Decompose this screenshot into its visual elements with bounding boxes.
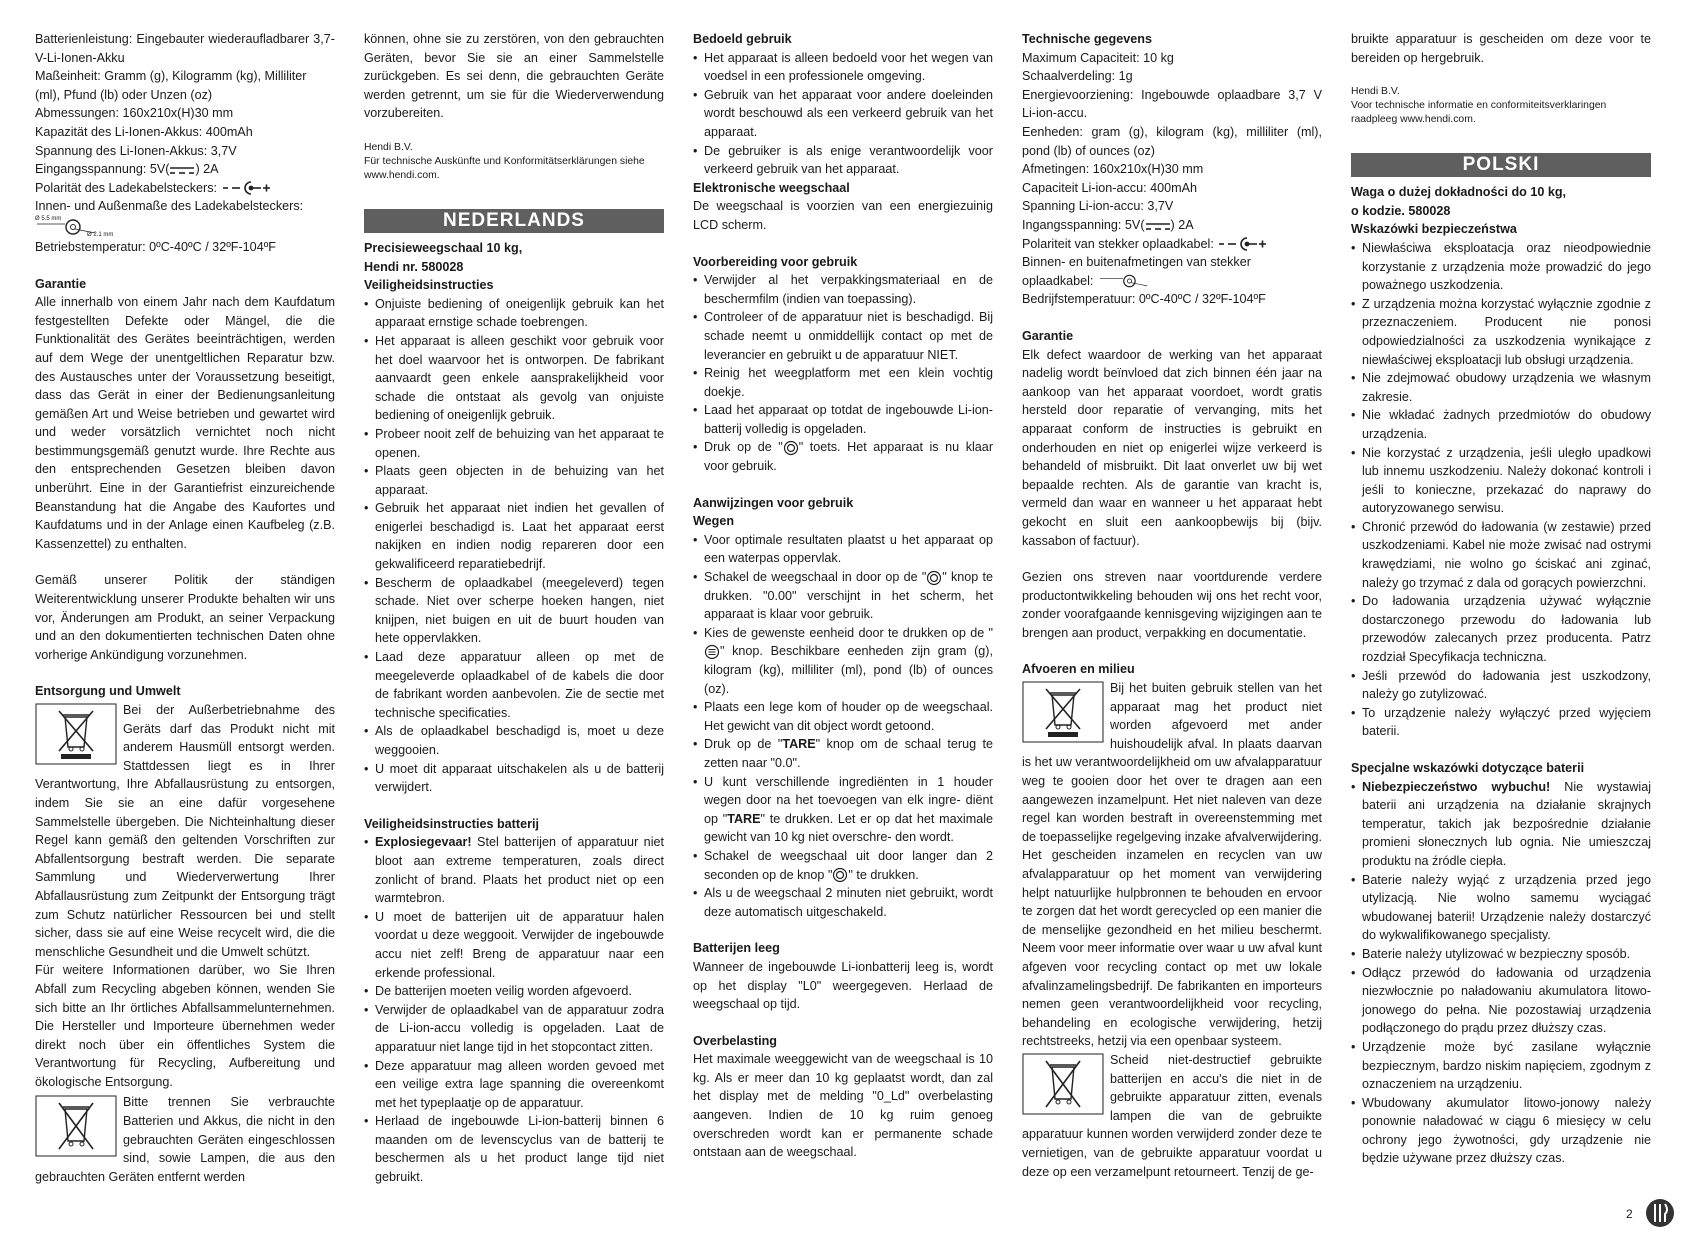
preparation-list [693,271,993,476]
column-dutch-b [693,30,993,1162]
list-item: • Probeer nooit zelf de behuizing van het apparaat te openen. [364,425,664,462]
list-item: • Gebruik het apparaat niet indien het gevallen of enigerlei beschadigd is. Laat het apparaat eerst nakijken en indien nodig repareren door een gekwalificeerd reparatiebedrijf. [364,499,664,573]
battery-list [1351,778,1651,1168]
weee-box [1022,679,1322,1051]
list-item: • Z urządzenia można korzystać wyłącznie zgodnie z przeznaczeniem. Producent nie ponosi odpowiedzialności za uszkodzenia wynikające z niewłaściwej eksploatacji lub obsługi urządzenia. [1351,295,1651,369]
weee-box [35,1093,335,1186]
dc-symbol-icon [169,165,195,175]
list-item: • Explosiegevaar! Stel batterijen of apparatuur niet bloot aan extreme temperaturen, zoals direct zonlicht of brand. Plaats het product niet op een warmtebron. [364,833,664,907]
plug-dims-line: Innen- und Außenmaße des Ladekabelsteckers: [35,199,304,214]
spec-line: Spannung des Li-Ionen-Akkus: 3,7V [35,143,237,158]
list-item: • Gebruik van het apparaat voor andere doeleinden wordt beschouwd als een verkeerd gebruik van het apparaat. [693,86,993,142]
power-button-icon [783,440,799,456]
list-item: • Baterie należy wyjąć z urządzenia przed jego utylizacją. Nie wolno samemu wyciągać wbudowanej baterii! Urządzenie należy dostarczyć do wykwalifikowanego specjalisty. [1351,871,1651,945]
list-item: • Niebezpieczeństwo wybuchu! Nie wystawiaj baterii ani urządzenia na działanie skrajnych temperatur, takich jak bezpośrednie działanie promieni słonecznych lub ognia. Nie umieszczaj produktu na źródle ciepła. [1351,778,1651,871]
power-button-icon [832,867,848,883]
section-heading: Elektronische weegschaal [693,180,850,195]
plug-diagram [35,216,335,238]
weighing-list [693,531,993,921]
polarity-icon [1217,237,1267,251]
paragraph: Für weitere Informationen darüber, wo Sie Ihren Abfall zum Recycling abgeben können, wenden Sie sich bitte an Ihr örtliches Abfallsammelunternehmen. Die Hersteller und Importeure übernehmen weder direkt noch über ein öffentliches System die Verantwortung für Recycling, Aufbereitung und ökologische Entsorgung. [35,963,335,1089]
section-heading: Aanwijzingen voor gebruik [693,495,854,510]
section-heading: Batterijen leeg [693,941,780,956]
list-item: • Als u de weegschaal 2 minuten niet gebruikt, wordt deze automatisch uitgeschakeld. [693,884,993,921]
list-item: • Laad het apparaat op totdat de ingebouwde Li-ion-batterij volledig is opgeladen. [693,401,993,438]
list-item: • U moet de batterijen uit de apparatuur halen voordat u deze weggooit. Verwijder de ingebouwde accu niet zelf! Breng de apparatuur naar een erkende professional. [364,908,664,982]
product-number: o kodzie. 580028 [1351,203,1451,218]
weee-battery-icon [35,1095,117,1157]
hendi-logo-icon [1645,1198,1675,1228]
plug-inner-label: Ø 2.1 mm [87,231,114,238]
paragraph: können, ohne sie zu zerstören, von den gebrauchten Geräten, bevor Sie sie an einer Sammelstelle zurückgeben. Es sei denn, die gebrauchten Geräte werden getrennt, um sie für die Wiederverwendung vorzubereiten. [364,32,664,121]
list-item: • Chronić przewód do ładowania (w zestawie) przed uszkodzeniami. Kabel nie może zwisać nad ostrymi krawędziami, nie wolno go ściskać ani zginać, należy go trzymać z dala od gorących powierzchni. [1351,518,1651,592]
polarity-line: Polariteit van stekker oplaadkabel: [1022,235,1322,254]
list-item: • Herlaad de ingebouwde Li-ion-batterij binnen 6 maanden om de levenscyclus van de batterij te beschermen als u het product lange tijd niet gebruikt. [364,1112,664,1186]
list-item: • Nie korzystać z urządzenia, jeśli uległo upadkowi lub innemu uszkodzeniu. Należy dokonać kontroli i jeśli to konieczne, przekazać do naprawy do autoryzowanego serwisu. [1351,444,1651,518]
plug-icon [1097,272,1157,290]
paragraph: Wanneer de ingebouwde Li-ionbatterij leeg is, wordt op het display "L0" weergegeven. Herlaad de weegschaal op tijd. [693,959,993,1012]
section-heading: Garantie [35,276,87,291]
product-title: Precisieweegschaal 10 kg, [364,240,523,255]
list-item: • Verwijder al het verpakkingsmateriaal en de beschermfilm (indien van toepassing). [693,271,993,308]
list-item: • Baterie należy utylizować w bezpieczny sposób. [1351,945,1651,964]
list-item: • Urządzenie może być zasilane wyłącznie bezpiecznym, bardzo niskim napięciem, zgodnym z oznaczeniem na urządzeniu. [1351,1038,1651,1094]
list-item: • U kunt verschillende ingrediënten in 1 houder wegen door na het toevoegen van elk ingre- diënt op "TARE" te drukken. Let er op dat het maximale gewicht van 10 kg niet overschre- den wordt. [693,773,993,847]
spec-line: Schaalverdeling: 1g [1022,69,1133,84]
paragraph: Elk defect waardoor de werking van het apparaat nadelig wordt beïnvloed dat zich binnen één jaar na aankoop van het apparaat voordoet, wordt gratis hersteld door reparatie of vervanging, mits het apparaat conform de instructies is gebruikt en onderhouden en niet op enigerlei wijze verkeerd is behandeld of misbruikt. Dit laat onverlet uw bij wet bepaalde rechten. Als de garantie van kracht is, vermeld dan waar en wanneer u het apparaat hebt gekocht en sluit een aankoopbewijs bij (bijv. kassabon of factuur). [1022,347,1322,548]
spec-line: Maßeinheit: Gramm (g), Kilogramm (kg), Milliliter (ml), Pfund (lb) oder Unzen (oz) [35,69,307,102]
list-item: • Plaats geen objecten in de behuizing van het apparaat. [364,462,664,499]
spec-line: Abmessungen: 160x210x(H)30 mm [35,106,234,121]
safety-list [364,295,664,797]
list-item: • Kies de gewenste eenheid door te drukken op de "" knop. Beschikbare eenheden zijn gram (g), kilogram (kg), milliliter (ml), pond (lb) of ounces (oz). [693,624,993,698]
list-item: • Niewłaściwa eksploatacja oraz nieodpowiednie korzystanie z urządzenia może prowadzić do jego poważnego uszkodzenia. [1351,239,1651,295]
list-item: • Druk op de " " toets. Het apparaat is nu klaar voor gebruik. [693,438,993,475]
weee-box [1022,1051,1322,1181]
company-note: Voor technische informatie en conformiteitsverklaringen raadpleeg www.hendi.com. [1351,100,1607,126]
list-item: • Druk op de "TARE" knop om de schaal terug te zetten naar "0.0". [693,735,993,772]
list-item: • Odłącz przewód do ładowania od urządzenia niezwłocznie po naładowaniu akumulatora litowo-jonowego do pełna. Nie pozostawiaj urządzenia podłączonego do prądu przez dłuższy czas. [1351,964,1651,1038]
input-voltage: Ingangsspanning: 5V( ) 2A [1022,217,1194,232]
language-bar-pl: POLSKI [1351,153,1651,177]
spec-line: Energievoorziening: Ingebouwde oplaadbare 3,7 V Li-ion-accu. [1022,87,1322,121]
company-name: Hendi B.V. [1351,86,1400,98]
spec-line: Spanning Li-ion-accu: 3,7V [1022,199,1174,214]
list-item: • Nie zdejmować obudowy urządzenia we własnym zakresie. [1351,369,1651,406]
list-item: • Het apparaat is alleen geschikt voor gebruik voor het doel waarvoor het is ontworpen. De fabrikant aanvaardt geen enkele aansprakelijkheid voor schade die ontstaat als gevolg van onjuiste bediening of oneigenlijk gebruik. [364,332,664,425]
paragraph: Gezien ons streven naar voortdurende verdere productontwikkeling behouden wij ons het recht voor, zonder voorafgaande kennisgeving wijzigingen aan te brengen aan product, verpakking en documentatie. [1022,570,1322,640]
list-item: • Bescherm de oplaadkabel (meegeleverd) tegen schade. Niet over scherpe hoeken hangen, niet knijpen, niet buigen en uit de buurt houden van hete oppervlakken. [364,574,664,648]
list-item: • Het apparaat is alleen bedoeld voor het wegen van voedsel in een professionele omgeving. [693,49,993,86]
list-item: • Reinig het weegplatform met een klein vochtig doekje. [693,364,993,401]
list-item: • Verwijder de oplaadkabel van de apparatuur zodra de Li-ion-accu volledig is opgeladen. Laat de apparatuur niet lange tijd in het stopcontact zitten. [364,1001,664,1057]
product-title: Waga o dużej dokładności do 10 kg, [1351,185,1567,200]
spec-line: Eenheden: gram (g), kilogram (kg), milliliter (ml), pond (lb) of ounces (oz) [1022,124,1322,158]
list-item: • Nie wkładać żadnych przedmiotów do obudowy urządzenia. [1351,406,1651,443]
section-heading: Technische gegevens [1022,32,1152,46]
weee-bin-icon [1022,681,1104,743]
paragraph: Het maximale weeggewicht van de weegschaal is 10 kg. Als er meer dan 10 kg geplaatst wordt, dan zal het display met de melding "0_Ld" overbelasting aangeven. Indien de 10 kg ruim genoeg overschreden wordt kan er permanente schade ontstaan aan de weegschaal. [693,1052,993,1160]
section-heading: Veiligheidsinstructies [364,278,494,293]
list-item: • Do ładowania urządzenia używać wyłącznie dostarczonego przewodu do ładowania lub przewodów zalecanych przez producenta. Patrz rozdział Specyfikacja techniczna. [1351,592,1651,666]
sub-heading: Wegen [693,514,735,529]
list-item: • Wbudowany akumulator litowo-jonowy należy ponownie naładować w ciągu 6 miesięcy w celu ochrony jego żywotności, gdy urządzenie nie będzie używane przez dłuższy czas. [1351,1094,1651,1168]
temp-line: Betriebstemperatur: 0ºC-40ºC / 32ºF-104ºF [35,239,276,254]
page-number: 2 [1626,1207,1633,1221]
spec-line: Batterienleistung: Eingebauter wiederaufladbarer 3,7-V-Li-Ionen-Akku [35,32,335,65]
list-item: • To urządzenie należy wyłączyć przed wyjęciem baterii. [1351,704,1651,741]
section-heading: Garantie [1022,328,1074,343]
paragraph: Bitte trennen Sie verbrauchte Batterien und Akkus, die nicht in den gebrauchten Geräten eingeschlossen sind, sowie Lampen, die aus den gebrauchten Geräten entfernt werden [35,1095,335,1184]
section-heading: Afvoeren en milieu [1022,662,1135,677]
column-polish [1351,30,1651,1168]
plug-dims-line: Binnen- en buitenafmetingen van stekker oplaadkabel: [1022,253,1322,290]
language-bar-nl: NEDERLANDS [364,209,664,233]
paragraph: De weegschaal is voorzien van een energiezuinig LCD scherm. [693,199,993,232]
list-item: • Schakel de weegschaal uit door langer dan 2 seconden op de knop " " te drukken. [693,847,993,884]
list-item: • Laad deze apparatuur alleen op met de meegeleverde oplaadkabel of de kabels die door de fabrikant worden aanbevolen. Zie de sectie met technische specificaties. [364,648,664,722]
section-heading: Voorbereiding voor gebruik [693,254,858,269]
section-heading: Bedoeld gebruik [693,32,792,46]
spec-line: Kapazität des Li-Ionen-Akkus: 400mAh [35,124,253,139]
column-german [35,30,335,1186]
weee-battery-icon [1022,1053,1104,1115]
list-item: • Plaats een lege kom of houder op de weegschaal. Het gewicht van dit object wordt getoond. [693,698,993,735]
column-dutch-c [1022,30,1322,1181]
safety-list [1351,239,1651,741]
plug-outer-label: Ø 5.5 mm [35,215,62,222]
product-number: Hendi nr. 580028 [364,259,464,274]
section-heading: Specjalne wskazówki dotyczące baterii [1351,761,1585,775]
paragraph: Gemäß unserer Politik der ständigen Weiterentwicklung unserer Produkte behalten wir uns vor, Änderungen am Produkt, an seiner Verpackung und an den dokumentierten technischen Daten ohne vorherige Ankündigung vorzunehmen. [35,573,335,662]
temp-line: Bedrijfstemperatuur: 0ºC-40ºC / 32ºF-104ºF [1022,292,1266,307]
power-button-icon [926,570,942,586]
section-heading: Entsorgung und Umwelt [35,684,181,699]
list-item: • Deze apparatuur mag alleen worden gevoed met een veilige extra lage spanning die overeenkomt met het typeplaatje op de apparatuur. [364,1057,664,1113]
polarity-icon [221,181,271,195]
weee-box [35,701,335,961]
dc-symbol-icon [1145,221,1171,231]
list-item: • Jeśli przewód do ładowania jest uszkodzony, należy go zutylizować. [1351,667,1651,704]
spec-line: Maximum Capaciteit: 10 kg [1022,50,1174,65]
spec-line: Afmetingen: 160x210x(H)30 mm [1022,162,1204,177]
paragraph: Bei der Außerbetriebnahme des Geräts darf das Produkt nicht mit anderem Hausmüll entsorgt werden. Stattdessen liegt es in Ihrer Verantwortung, Ihre Abfallausrüstung zu entsorgen, indem Sie sie an eine dafür vorgesehene Sammelstelle übergeben. Die Nichteinhaltung dieser Regel kann gemäß den geltenden Vorschriften zur Abfallentsorgung bestraft werden. Die separate Sammlung und Wiederverwertung Ihrer Abfallausrüstung zum Zeitpunkt der Entsorgung trägt zum Schutz natürlicher Ressourcen bei und stellt sicher, dass sie auf eine Weise recycelt wird, die die menschliche Gesundheit und die Umwelt schützt. [35,703,335,959]
list-item: • Voor optimale resultaten plaatst u het apparaat op een waterpas oppervlak. [693,531,993,568]
spec-line: Capaciteit Li-ion-accu: 400mAh [1022,180,1198,195]
list-item: • Controleer of de apparatuur niet is beschadigd. Bij schade neemt u onmiddellijk contact op met de leverancier en gebruikt u de apparatuur NIET. [693,308,993,364]
list-item: • De gebruiker is als enige verantwoordelijk voor verkeerd gebruik van het apparaat. [693,142,993,179]
paragraph: Bij het buiten gebruik stellen van het apparaat mag het product niet worden afgevoerd met ander huishoudelijk afval. In plaats daarvan is het uw verantwoordelijkheid om uw afvalapparatuur weg te gooien door het over te dragen aan een aangewezen inzamelpunt. Het niet naleven van deze regel kan worden bestraft in overeenstemming met de toepasselijke regelgeving inzake afvalverwijdering. Het gescheiden inzamelen en recyclen van uw afvalapparatuur op het moment van verwijdering helpt natuurlijke hulpbronnen te behouden en ervoor te zorgen dat het wordt gerecycled op een manier die de menselijke gezondheid en het milieu beschermt. Neem voor meer informatie over waar u uw afval kunt afgeven voor recycling contact op met uw lokale afvalinzamelingsbedrijf. De fabrikanten en importeurs nemen geen verantwoordelijkheid voor recycling, behandeling en ecologische verwijdering, hetzij rechtstreeks, hetzij via een openbaar systeem. [1022,681,1322,1049]
section-heading: Veiligheidsinstructies batterij [364,816,539,831]
paragraph: Scheid niet-destructief gebruikte batterijen en accu's die niet in de gebruikte apparatuur zitten, evenals lampen die van de gebruikte apparatuur kunnen worden verwijderd zonder deze te vernietigen, van de gebruikte apparatuur voordat u deze op een verzamelpunt retourneert. Tenzij de ge- [1022,1052,1322,1179]
input-voltage: Eingangsspannung: 5V( ) 2A [35,162,219,177]
section-heading: Wskazówki bezpieczeństwa [1351,222,1517,237]
paragraph: bruikte apparatuur is gescheiden om deze voor te bereiden op hergebruik. [1351,32,1651,65]
list-item: • U moet dit apparaat uitschakelen als u de batterij verwijdert. [364,760,664,797]
company-note: Für technische Auskünfte und Konformitätserklärungen siehe www.hendi.com. [364,155,645,181]
list-item: • Als de oplaadkabel beschadigd is, moet u deze weggooien. [364,722,664,759]
unit-button-icon [704,644,720,660]
intended-use-list [693,49,993,179]
list-item: • De batterijen moeten veilig worden afgevoerd. [364,982,664,1001]
list-item: • Onjuiste bediening of oneigenlijk gebruik kan het apparaat ernstige schade toebrengen. [364,295,664,332]
battery-list [364,833,664,1186]
polarity-line: Polarität des Ladekabelsteckers: [35,179,335,198]
section-heading: Overbelasting [693,1033,777,1048]
weee-bin-icon [35,703,117,765]
company-name: Hendi B.V. [364,141,413,153]
list-item: • Schakel de weegschaal in door op de " " knop te drukken. "0.00" verschijnt in het scherm, het apparaat is klaar voor gebruik. [693,568,993,624]
paragraph: Alle innerhalb von einem Jahr nach dem Kaufdatum festgestellten Defekte oder Mängel, die die Funktionalität des Gerätes beeinträchtigen, werden auf dem Wege der unentgeltlichen Reparatur bzw. des Austausches unter der Voraussetzung beseitigt, dass das Gerät in einer der Bedienungsanleitung gemäßen Art und Weise betrieben und gewartet wird und weder vorsätzlich vernichtet noch nicht bestimmungsgemäß genutzt wurde. Ihre Rechte aus den entsprechenden Gesetzen bleiben davon unberührt. Eine in der Garantiefrist einzureichende Beanstandung hat die Angabe des Kaufortes und Kaufdatums und in der Anlage einen Kaufbeleg (z.B. Kassenzettel) zu enthalten. [35,295,335,551]
column-dutch-a [364,30,664,1187]
